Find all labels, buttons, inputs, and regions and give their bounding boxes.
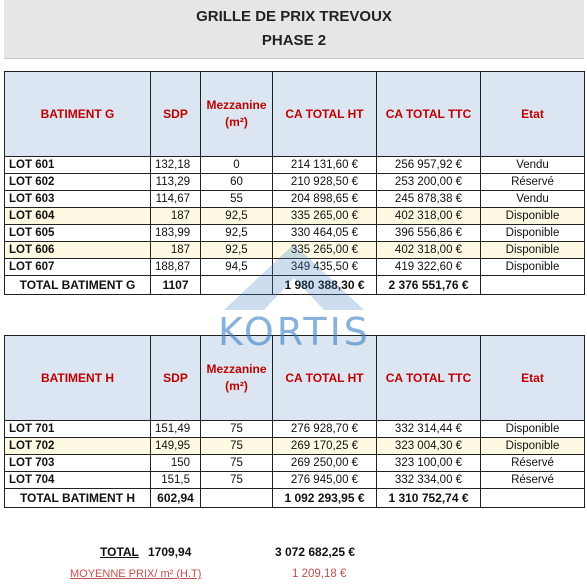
total-label: TOTAL BATIMENT H <box>5 489 151 508</box>
col-header-ca-ttc: CA TOTAL TTC <box>377 336 481 421</box>
etat-cell: Disponible <box>481 259 585 276</box>
sdp-cell: 187 <box>151 208 201 225</box>
lot-cell: LOT 605 <box>5 225 151 242</box>
col-header-sdp: SDP <box>151 336 201 421</box>
mezzanine-cell: 92,5 <box>201 208 273 225</box>
total-blank <box>481 489 585 508</box>
lot-cell: LOT 607 <box>5 259 151 276</box>
sdp-cell: 183,99 <box>151 225 201 242</box>
sdp-cell: 149,95 <box>151 438 201 455</box>
etat-cell: Disponible <box>481 225 585 242</box>
table-row <box>5 225 585 242</box>
sdp-cell: 150 <box>151 455 201 472</box>
total-sdp: 1107 <box>151 276 201 295</box>
ca-ht-cell: 214 131,60 € <box>273 157 377 174</box>
ca-ht-cell: 335 265,00 € <box>273 208 377 225</box>
col-header-ca-ht: CA TOTAL HT <box>273 336 377 421</box>
page-subtitle: PHASE 2 <box>261 32 327 49</box>
lot-cell: LOT 606 <box>5 242 151 259</box>
lot-cell: LOT 703 <box>5 455 151 472</box>
etat-cell: Disponible <box>481 242 585 259</box>
ca-ht-cell: 335 265,00 € <box>273 242 377 259</box>
page-title: GRILLE DE PRIX TREVOUX <box>196 8 392 25</box>
ca-ttc-cell: 419 322,60 € <box>377 259 481 276</box>
ca-ht-cell: 276 945,00 € <box>273 472 377 489</box>
building-g-table <box>4 71 585 295</box>
ca-ht-cell: 269 250,00 € <box>273 455 377 472</box>
etat-cell: Réservé <box>481 455 585 472</box>
ca-ht-cell: 269 170,25 € <box>273 438 377 455</box>
summary-avg-value: 1 209,18 € <box>292 568 347 580</box>
total-label: TOTAL BATIMENT G <box>5 276 151 295</box>
total-ca-ht: 1 980 388,30 € <box>273 276 377 295</box>
etat-cell: Vendu <box>481 191 585 208</box>
col-header-ca-ttc: CA TOTAL TTC <box>377 72 481 157</box>
etat-cell: Vendu <box>481 157 585 174</box>
summary-total-sdp: 1709,94 <box>148 545 192 559</box>
summary-avg-label: MOYENNE PRIX/ m² (H.T) <box>70 568 202 580</box>
lot-cell: LOT 701 <box>5 421 151 438</box>
ca-ht-cell: 210 928,50 € <box>273 174 377 191</box>
watermark-text: KORTIS <box>218 310 371 354</box>
mezzanine-cell: 55 <box>201 191 273 208</box>
total-row <box>5 276 585 295</box>
col-header-mezzanine: Mezzanine (m²) <box>201 72 273 157</box>
mezzanine-cell: 75 <box>201 472 273 489</box>
total-blank <box>201 489 273 508</box>
table-row <box>5 191 585 208</box>
total-sdp: 602,94 <box>151 489 201 508</box>
mezzanine-cell: 75 <box>201 455 273 472</box>
etat-cell: Disponible <box>481 421 585 438</box>
title-banner <box>4 0 584 59</box>
mezzanine-cell: 60 <box>201 174 273 191</box>
mezzanine-cell: 92,5 <box>201 242 273 259</box>
table-row <box>5 174 585 191</box>
table-row <box>5 421 585 438</box>
ca-ttc-cell: 323 004,30 € <box>377 438 481 455</box>
lot-cell: LOT 602 <box>5 174 151 191</box>
sdp-cell: 113,29 <box>151 174 201 191</box>
sdp-cell: 114,67 <box>151 191 201 208</box>
ca-ttc-cell: 245 878,38 € <box>377 191 481 208</box>
col-header-sdp: SDP <box>151 72 201 157</box>
sdp-cell: 188,87 <box>151 259 201 276</box>
summary-total-ht: 3 072 682,25 € <box>275 545 356 559</box>
etat-cell: Réservé <box>481 174 585 191</box>
table-row <box>5 242 585 259</box>
lot-cell: LOT 601 <box>5 157 151 174</box>
total-ca-ht: 1 092 293,95 € <box>273 489 377 508</box>
etat-cell: Réservé <box>481 472 585 489</box>
table-row <box>5 259 585 276</box>
etat-cell: Disponible <box>481 208 585 225</box>
ca-ttc-cell: 396 556,86 € <box>377 225 481 242</box>
total-row <box>5 489 585 508</box>
ca-ttc-cell: 253 200,00 € <box>377 174 481 191</box>
col-header-mezzanine: Mezzanine (m²) <box>201 336 273 421</box>
sdp-cell: 151,49 <box>151 421 201 438</box>
ca-ttc-cell: 256 957,92 € <box>377 157 481 174</box>
mezzanine-cell: 94,5 <box>201 259 273 276</box>
sdp-cell: 151,5 <box>151 472 201 489</box>
mezzanine-cell: 75 <box>201 421 273 438</box>
table-row <box>5 208 585 225</box>
total-ca-ttc: 2 376 551,76 € <box>377 276 481 295</box>
table-row <box>5 438 585 455</box>
lot-cell: LOT 603 <box>5 191 151 208</box>
sdp-cell: 132,18 <box>151 157 201 174</box>
ca-ttc-cell: 402 318,00 € <box>377 208 481 225</box>
lot-cell: LOT 604 <box>5 208 151 225</box>
lot-cell: LOT 702 <box>5 438 151 455</box>
summary-total-label: TOTAL <box>100 545 139 559</box>
ca-ht-cell: 204 898,65 € <box>273 191 377 208</box>
total-blank <box>201 276 273 295</box>
table-row <box>5 472 585 489</box>
total-ca-ttc: 1 310 752,74 € <box>377 489 481 508</box>
ca-ttc-cell: 323 100,00 € <box>377 455 481 472</box>
col-header-etat: Etat <box>481 336 585 421</box>
mezzanine-cell: 0 <box>201 157 273 174</box>
ca-ttc-cell: 332 334,00 € <box>377 472 481 489</box>
total-blank <box>481 276 585 295</box>
building-h-table <box>4 335 585 508</box>
mezzanine-cell: 92,5 <box>201 225 273 242</box>
col-header-etat: Etat <box>481 72 585 157</box>
ca-ttc-cell: 332 314,44 € <box>377 421 481 438</box>
table-row <box>5 157 585 174</box>
mezzanine-cell: 75 <box>201 438 273 455</box>
etat-cell: Disponible <box>481 438 585 455</box>
ca-ht-cell: 276 928,70 € <box>273 421 377 438</box>
ca-ht-cell: 349 435,50 € <box>273 259 377 276</box>
table-row <box>5 455 585 472</box>
col-header-building: BATIMENT G <box>5 72 151 157</box>
table-header-row <box>5 72 585 157</box>
col-header-building: BATIMENT H <box>5 336 151 421</box>
lot-cell: LOT 704 <box>5 472 151 489</box>
ca-ht-cell: 330 464,05 € <box>273 225 377 242</box>
sdp-cell: 187 <box>151 242 201 259</box>
ca-ttc-cell: 402 318,00 € <box>377 242 481 259</box>
col-header-ca-ht: CA TOTAL HT <box>273 72 377 157</box>
